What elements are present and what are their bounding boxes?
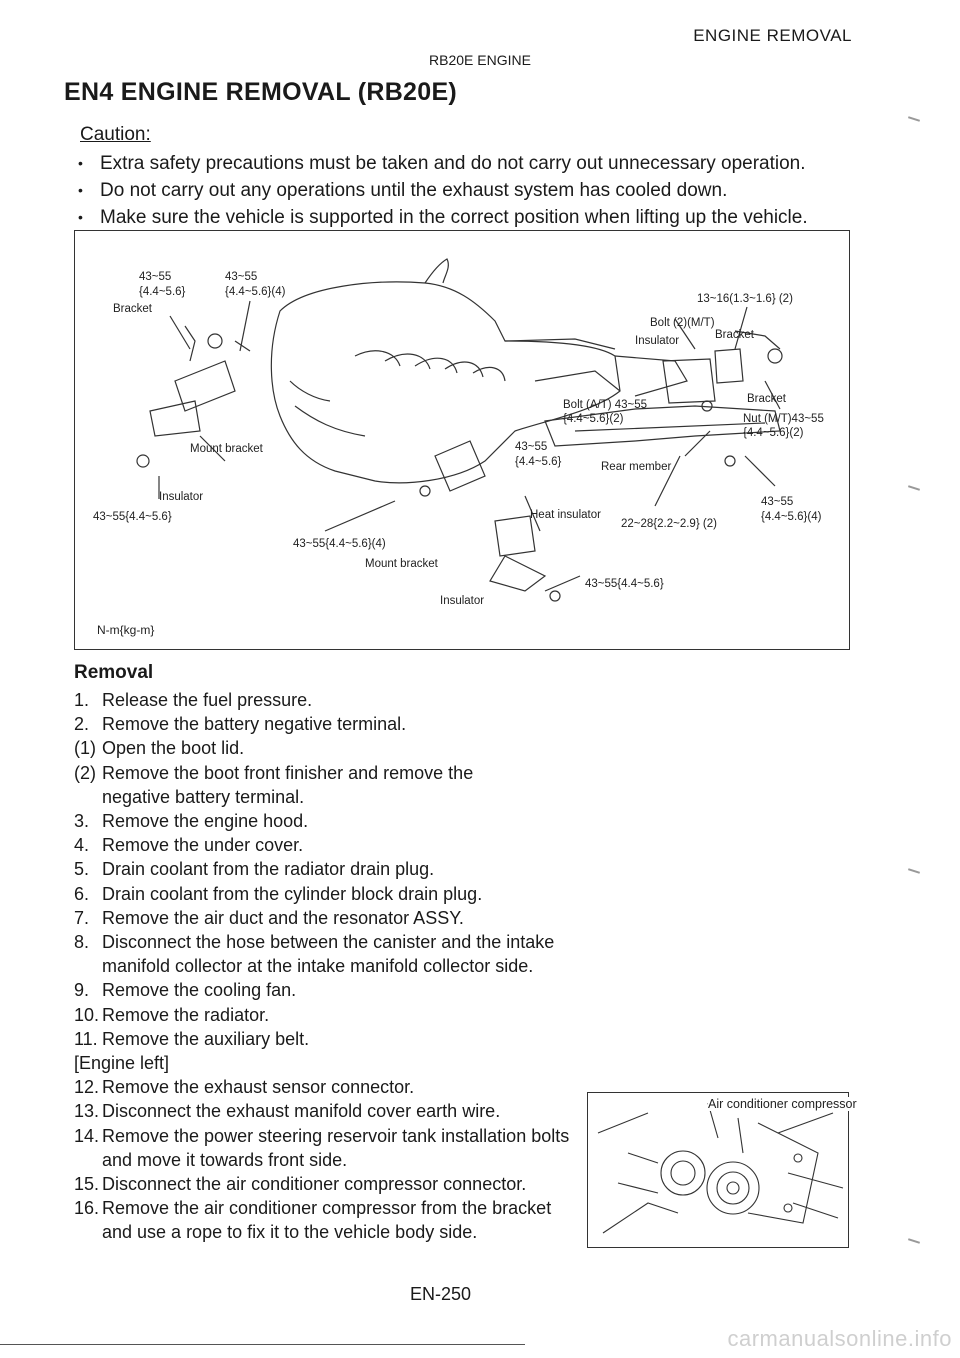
bolt-at-label: {4.4~5.6}(2) <box>563 413 624 425</box>
engine-subheader: RB20E ENGINE <box>429 52 531 68</box>
step-item: 5. Drain coolant from the radiator drain plug. <box>74 859 435 880</box>
torque-label: {4.4~5.6} <box>139 286 186 298</box>
caution-list <box>74 150 874 231</box>
bracket-label: Bracket <box>715 329 754 341</box>
margin-mark <box>908 485 920 491</box>
engine-mount-diagram <box>74 230 850 650</box>
torque-label: 43~55 <box>761 496 794 508</box>
torque-label: 43~55 <box>515 441 548 453</box>
caution-item: • Make sure the vehicle is supported in the correct position when lifting up the vehicle. <box>74 204 874 231</box>
step-item: 14. Remove the power steering reservoir tank installation bolts and move it towards front side. <box>74 1125 570 1170</box>
legend-unit: N-m{kg-m} <box>97 623 155 637</box>
step-item: 9. Remove the cooling fan. <box>74 980 297 1001</box>
step-item: 8. Disconnect the hose between the canister and the intake manifold collector at the intake manifold collector side. <box>74 932 555 977</box>
mount-bracket-label: Mount bracket <box>365 558 438 570</box>
caution-item: • Do not carry out any operations until the exhaust system has cooled down. <box>74 177 874 204</box>
torque-label: 43~55{4.4~5.6} <box>585 578 664 590</box>
removal-heading: Removal <box>74 662 154 683</box>
step-subheading: [Engine left] <box>74 1053 170 1074</box>
step-item: 13. Disconnect the exhaust manifold cover earth wire. <box>74 1101 501 1122</box>
step-item: 3. Remove the engine hood. <box>74 811 309 832</box>
step-item: 7. Remove the air duct and the resonator ASSY. <box>74 907 464 928</box>
torque-label: {4.4~5.6} <box>515 456 562 468</box>
insulator-label: Insulator <box>159 491 204 503</box>
torque-label: 43~55 <box>139 271 172 283</box>
bolt-at-label: Bolt (A/T) 43~55 <box>563 399 648 411</box>
torque-label: {4.4~5.6}(4) <box>225 286 286 298</box>
watermark: carmanualsonline.info <box>727 1326 952 1351</box>
section-header: ENGINE REMOVAL <box>693 26 852 45</box>
margin-mark <box>908 1238 920 1244</box>
insulator-label: Insulator <box>635 335 680 347</box>
bolt-mt-label: Bolt (2)(M/T) <box>650 317 715 329</box>
step-item: 15. Disconnect the air conditioner compressor connector. <box>74 1174 527 1195</box>
step-item: 11. Remove the auxiliary belt. <box>74 1028 310 1049</box>
removal-steps <box>74 688 574 1245</box>
nut-mt-label: Nut (M/T)43~55 <box>743 413 824 425</box>
step-item: 6. Drain coolant from the cylinder block drain plug. <box>74 883 483 904</box>
step-item: 2. Remove the battery negative terminal. <box>74 714 407 735</box>
step-item: (1) Open the boot lid. <box>74 738 245 759</box>
page-number: EN-250 <box>410 1284 472 1304</box>
nut-mt-label: {4.4~5.6}(2) <box>743 427 804 439</box>
heat-insulator-label: Heat insulator <box>530 509 601 521</box>
torque-label: 43~55{4.4~5.6}(4) <box>293 538 386 550</box>
torque-label: 43~55 <box>225 271 258 283</box>
compressor-drawing <box>588 1093 850 1249</box>
margin-mark <box>908 868 920 874</box>
margin-mark <box>908 116 920 122</box>
step-item: 4. Remove the under cover. <box>74 835 304 856</box>
step-item: 12. Remove the exhaust sensor connector. <box>74 1077 415 1098</box>
mount-bracket-label: Mount bracket <box>190 443 263 455</box>
page-title: EN4 ENGINE REMOVAL (RB20E) <box>64 78 458 106</box>
caution-label: Caution: <box>80 124 151 145</box>
step-item: (2) Remove the boot front finisher and remove the negative battery terminal. <box>74 762 474 807</box>
bracket-label: Bracket <box>747 393 786 405</box>
footer-rule <box>0 1344 525 1345</box>
rear-member-label: Rear member <box>601 461 672 473</box>
bracket-label: Bracket <box>113 303 152 315</box>
compressor-diagram <box>587 1092 857 1248</box>
torque-label: 13~16(1.3~1.6} (2) <box>697 293 793 305</box>
caution-item: • Extra safety precautions must be taken and do not carry out unnecessary operation. <box>74 150 874 177</box>
torque-label: 43~55{4.4~5.6} <box>93 511 172 523</box>
torque-label: 22~28{2.2~2.9} (2) <box>621 518 717 530</box>
insulator-label: Insulator <box>440 595 485 607</box>
step-item: 1. Release the fuel pressure. <box>74 690 313 710</box>
step-item: 10. Remove the radiator. <box>74 1004 270 1025</box>
torque-label: {4.4~5.6}(4) <box>761 511 822 523</box>
compressor-label: Air conditioner compressor <box>708 1097 857 1111</box>
step-item: 16. Remove the air conditioner compressor from the bracket and use a rope to fix it to the vehicle body side. <box>74 1198 552 1243</box>
